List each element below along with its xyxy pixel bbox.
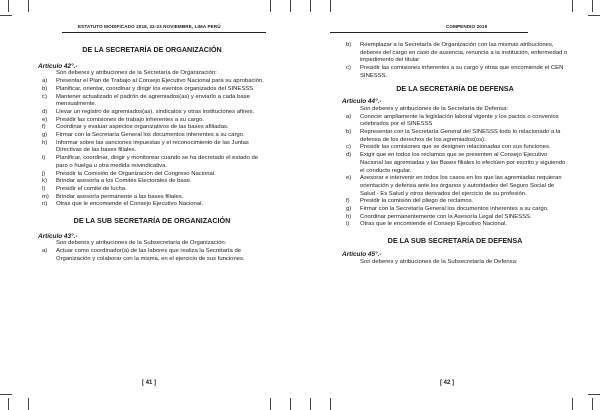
list-item: b) Representar con la Secretaría General del SINESSS todo lo relacionado a la defensa de los derechos de los agremiados(os). (346, 129, 561, 143)
article-42-list (38, 78, 266, 209)
article-44-list (342, 114, 568, 230)
list-item: a) Actuar como coordinador(a) de las labores que realiza la Secretaría de Organización y colaborar con la misma, en el ejercicio de sus funciones. (42, 248, 245, 262)
list-item: b) Reemplazar a la Secretaría de Organización con las mismas atribuciones, deberes del cargo en caso de ausencia, renuncia a la institución, enfermedad o impedimento del titular (346, 42, 568, 64)
list-item: g) Firmar con la Secretaría General los documentos inherentes a su cargo. (42, 132, 245, 139)
article-43-continued-list (342, 42, 568, 81)
left-content (38, 46, 266, 264)
section-heading-defensa: DE LA SECRETARÍA DE DEFENSA (396, 83, 514, 93)
list-item: m) Brindar asesoría permanente a las bases filiales. (42, 193, 184, 200)
right-page (300, 0, 600, 410)
section-heading-organizacion: DE LA SECRETARÍA DE ORGANIZACIÓN (82, 45, 222, 54)
list-item: d) Exigir que en todos los reclamos que se presenten al Consejo Ejecutivo Nacional las agremiadas y las Bases filiales lo efectúen por escrito y siguiendo el conducto regular. (346, 152, 566, 174)
list-item: e) Asesorar e intervenir en todos los casos en los que las agremiadas requieran orientación y defensa ante los órganos y autoridades del Seguro Social de Salud - Es Salud y otros derivados del ejercicio de su profesión. (346, 175, 562, 197)
section-heading-sub-organizacion: DE LA SUB SECRETARÍA DE ORGANIZACIÓN (73, 216, 231, 226)
list-item: d) Llevar un registro de agremiados(as), sindicatos y otras instituciones afines. (42, 108, 255, 115)
list-item: a) Presentar el Plan de Trabajo al Consejo Ejecutivo Nacional para su aprobación. (42, 78, 264, 85)
list-item: a) Conocer ampliamente la legislación laboral vigente y los pactos o convenios celebrados por el SINESSS (346, 113, 559, 128)
article-42-heading: Artículo 42°.- (38, 62, 78, 70)
left-running-header: ESTATUTO MODIFICADO 2018, 22-23 NOVIEMBRE, LIMA PERÚ (78, 24, 221, 29)
right-header-rule (330, 32, 528, 33)
list-item: h) Informar sobre las sanciones impuestas y el reconocimiento de las Juntas Directivas de las bases filiales. (42, 139, 249, 154)
list-item: c) Mantener actualizado el padrón de agremiados(as) y enviarlo a cada base mensualmente. (42, 93, 250, 108)
list-item: l) Presidir el comité de lucha. (42, 185, 127, 192)
article-44-heading: Artículo 44°.- (342, 98, 382, 106)
list-item: c) Presidir las comisiones inherentes a su cargo y otras que encomiende el CEN SINESSS. (346, 65, 564, 79)
list-item: i) Planificar, coordinar, dirigir y monitorear cuando se ha decretado el estado de paro o huelga u otra medida reivindicativa. (42, 155, 259, 169)
article-42-intro: Son deberes y atribuciones de la Secretaría de Organización: (56, 70, 217, 77)
list-item: j) Presidir la Comisión de Organización del Congreso Nacional. (42, 170, 216, 177)
list-item: h) Coordinar permanentemente con la Asesoría Legal del SINESSS. (346, 213, 532, 220)
article-43-list (38, 248, 266, 263)
right-running-header: COMPENDIO 2019 (446, 24, 488, 29)
left-header-rule (62, 32, 266, 33)
left-page-number: [ 41 ] (142, 380, 157, 386)
list-item: f) Presidir la comisión del pliego de reclamos. (346, 198, 474, 205)
list-item: i) Otras que le encomiende el Consejo Ejecutivo Nacional. (346, 221, 508, 228)
list-item: e) Presidir las comisiones de trabajo inherentes a su cargo. (42, 116, 204, 123)
list-item: g) Firmar con la Secretaría General los documentos inherentes a su cargo. (346, 206, 549, 213)
article-45-intro: Son deberes y atribuciones de la Subsecretaría de Defensa: (360, 258, 518, 265)
article-44-intro: Son deberes y atribuciones de la Secretaría de Defensa: (360, 105, 509, 112)
list-item: b) Planificar, orientar, coordinar y dirigir los eventos organizados del SINESSS. (42, 85, 255, 92)
list-item: c) Presidir las comisiones que se designen relacionadas con sus funciones. (346, 144, 551, 151)
section-heading-sub-defensa: DE LA SUB SECRETARÍA DE DEFENSA (387, 236, 523, 246)
right-content (342, 42, 568, 266)
right-page-number: [ 42 ] (440, 380, 455, 386)
article-43-heading: Artículo 43°.- (38, 232, 78, 240)
article-45-heading: Artículo 45°.- (342, 250, 382, 258)
list-item: k) Brindar asesoría a los Comités Electorales de base. (42, 178, 192, 185)
article-43-intro: Son deberes y atribuciones de la Subsecretaría de Organización: (56, 240, 227, 247)
list-item: f) Coordinar y evaluar aspectos organizativos de las bases afiliadas. (42, 124, 229, 131)
list-item: n) Otras que le encomiende el Consejo Ejecutivo Nacional. (42, 201, 204, 208)
